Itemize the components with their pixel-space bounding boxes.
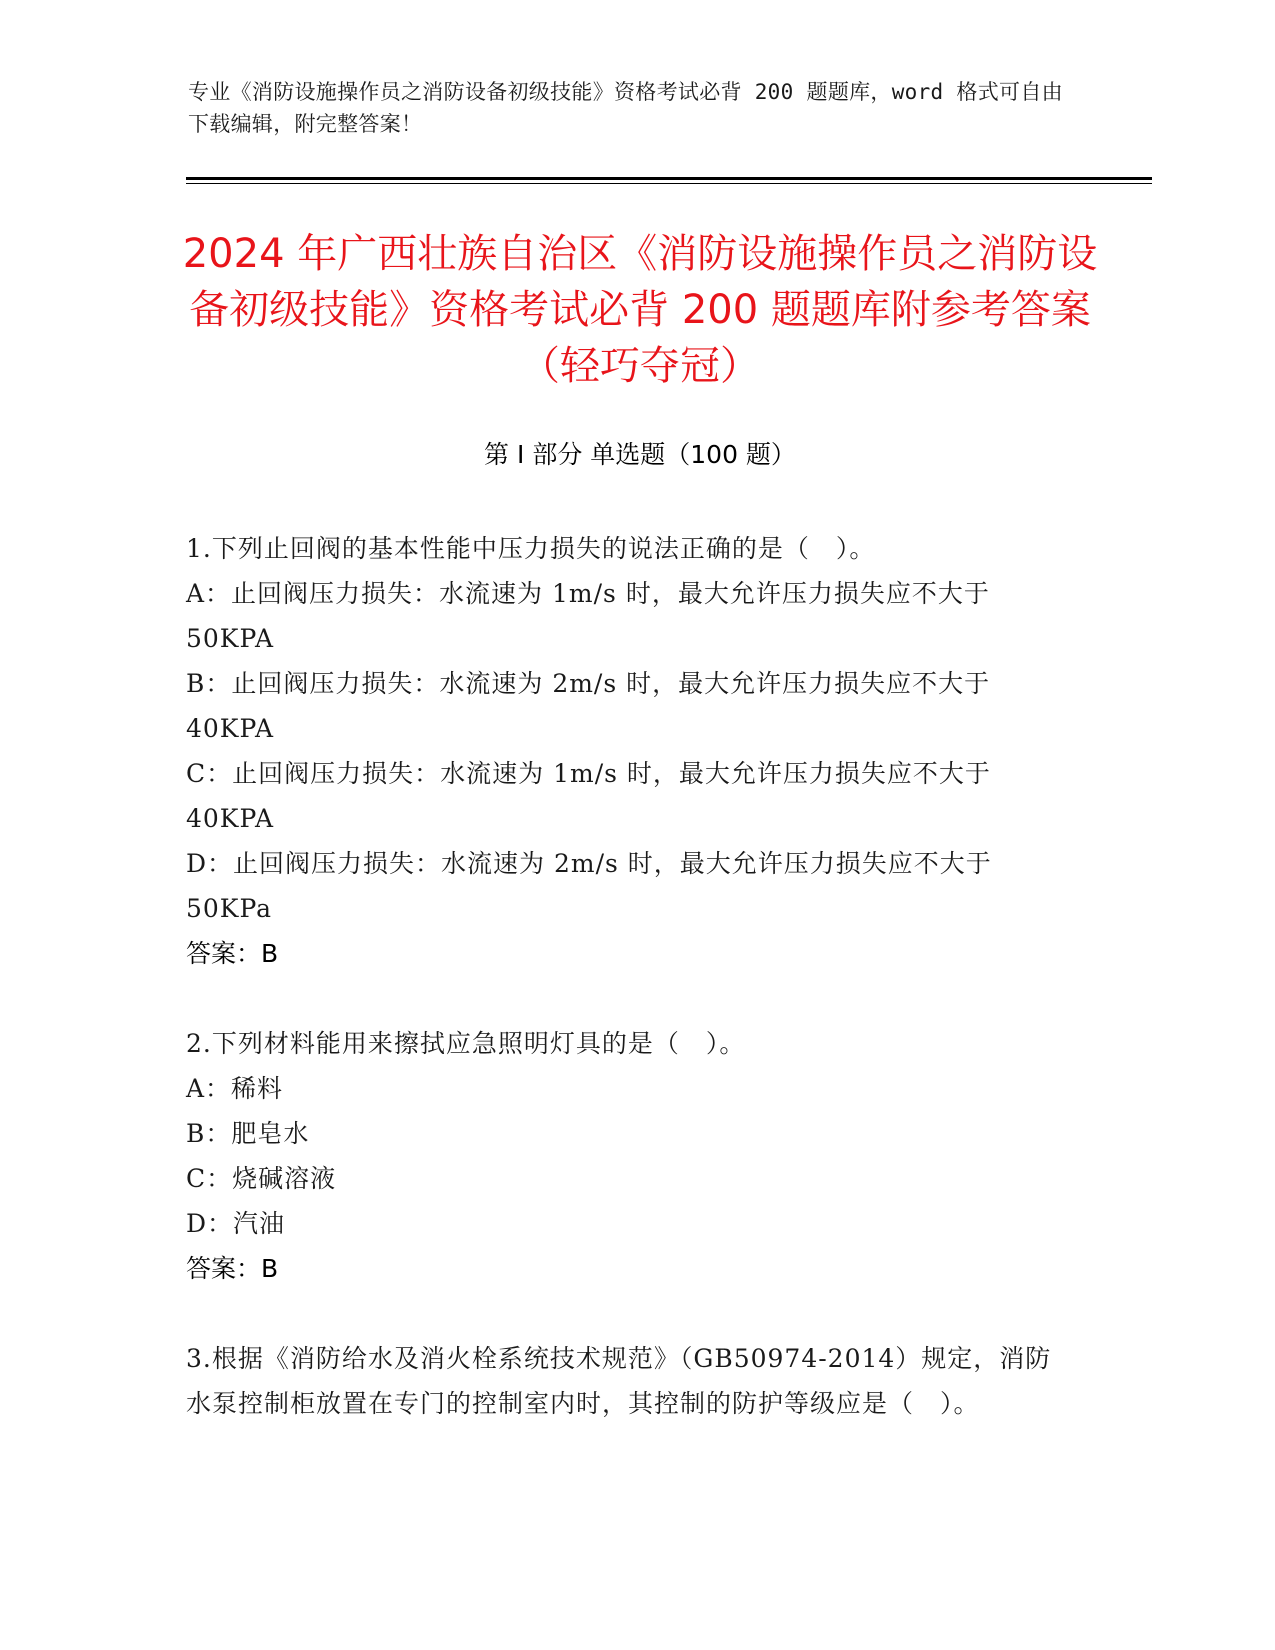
header-divider-thin <box>186 183 1152 184</box>
question-item <box>186 1021 1066 1291</box>
option-c: C：止回阀压力损失：水流速为 1m/s 时，最大允许压力损失应不大于 40KPA <box>186 759 991 833</box>
section-title: 第 I 部分 单选题（100 题） <box>484 440 796 469</box>
option-c: C：烧碱溶液 <box>186 1164 337 1193</box>
option-d: D：汽油 <box>186 1209 286 1238</box>
option-b: B：止回阀压力损失：水流速为 2m/s 时，最大允许压力损失应不大于 40KPA <box>186 669 991 743</box>
question-stem: 2.下列材料能用来擦拭应急照明灯具的是（ ）。 <box>186 1029 746 1058</box>
question-item <box>186 526 1066 976</box>
question-item <box>186 1336 1066 1426</box>
header-note: 专业《消防设施操作员之消防设备初级技能》资格考试必背 200 题题库，word 格式可自由下载编辑，附完整答案！ <box>188 80 1063 136</box>
header-divider-thick <box>186 177 1152 180</box>
option-a: A：止回阀压力损失：水流速为 1m/s 时，最大允许压力损失应不大于 50KPA <box>186 579 990 653</box>
question-stem: 3.根据《消防给水及消火栓系统技术规范》（GB50974-2014）规定，消防水泵控制柜放置在专门的控制室内时，其控制的防护等级应是（ ）。 <box>186 1344 1052 1418</box>
answer: 答案：B <box>186 1254 279 1283</box>
question-list <box>186 526 1066 1471</box>
option-a: A：稀料 <box>186 1074 284 1103</box>
option-d: D：止回阀压力损失：水流速为 2m/s 时，最大允许压力损失应不大于 50KPa <box>186 849 992 923</box>
document-title: 2024 年广西壮族自治区《消防设施操作员之消防设备初级技能》资格考试必背 200 题题库附参考答案（轻巧夺冠） <box>182 231 1098 389</box>
option-b: B：肥皂水 <box>186 1119 310 1148</box>
answer: 答案：B <box>186 939 279 968</box>
question-stem: 1.下列止回阀的基本性能中压力损失的说法正确的是（ ）。 <box>186 534 876 563</box>
